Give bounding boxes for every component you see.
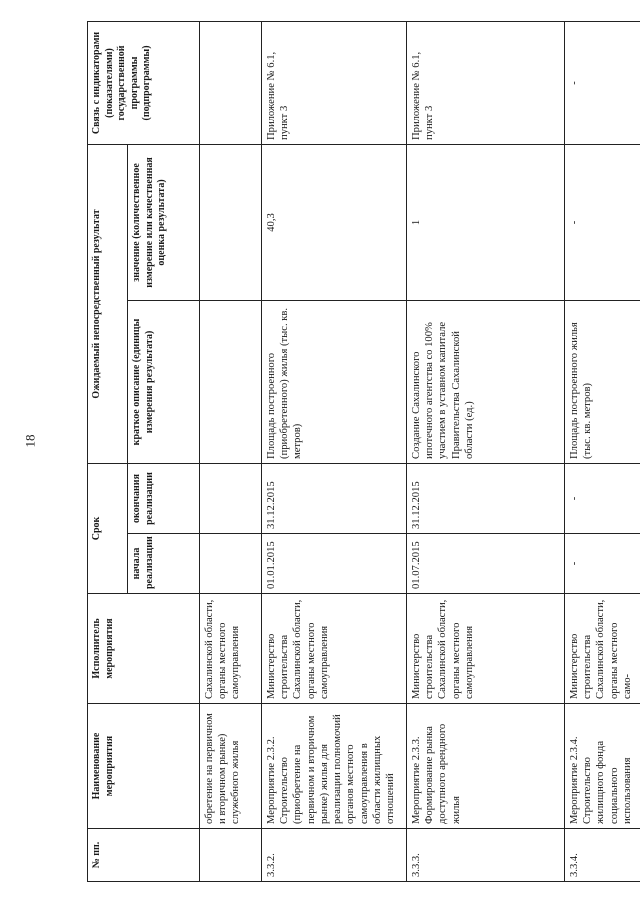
cell-num: 3.3.4.	[565, 829, 640, 882]
cell-name: Мероприятие 2.3.3. Формирование рынка доступного арендного жилья	[407, 704, 565, 829]
cell-name: Мероприятие 2.3.2. Строительство (приобретение на первичном и вторичном рынке) жилья для реализации полномочий органов местного самоуправления в области жилищных отношений	[262, 704, 407, 829]
cell-executor: Сахалинской области, органы местного самоуправления	[200, 594, 262, 704]
table-row	[565, 21, 640, 881]
header-result: Ожидаемый непосредственный результат	[88, 144, 128, 463]
cell-value: 1	[407, 144, 565, 300]
cell-start	[200, 534, 262, 594]
table-row	[262, 21, 407, 881]
cell-end	[200, 463, 262, 533]
header-num: № пп.	[88, 829, 200, 882]
cell-link	[200, 21, 262, 144]
cell-executor: Министерство строительства Сахалинской области, органы местного самоуправления	[262, 594, 407, 704]
page-number: 18	[22, 434, 38, 448]
cell-executor: Министерство строительства Сахалинской области, органы местного самоуправления	[407, 594, 565, 704]
cell-link: Приложение № 6.1, пункт 3	[262, 21, 407, 144]
cell-value	[200, 144, 262, 300]
header-term-start: начала реализации	[128, 534, 200, 594]
program-table	[87, 21, 640, 882]
cell-end: -	[565, 463, 640, 533]
cell-num: 3.3.2.	[262, 829, 407, 882]
cell-desc: Создание Сахалинского ипотечного агентства со 100% участием в уставном капитале Правительства Сахалинской области (ед.)	[407, 300, 565, 463]
header-result-value: значение (количественное измерение или качественная оценка результата)	[128, 144, 200, 300]
header-row-1	[88, 21, 128, 881]
cell-name: обретение на первичном и вторичном рынке) служебного жилья	[200, 704, 262, 829]
cell-link: -	[565, 21, 640, 144]
rotated-table-container	[87, 22, 640, 882]
header-term: Срок	[88, 463, 128, 593]
cell-name: Мероприятие 2.3.4. Строительство жилищного фонда социального использования	[565, 704, 640, 829]
cell-num	[200, 829, 262, 882]
header-link: Связь с индикаторами (показателями) государственной программы (подпрограммы)	[88, 21, 200, 144]
table-row	[200, 21, 262, 881]
cell-executor: Министерство строительства Сахалинской области, органы местного само-	[565, 594, 640, 704]
cell-num: 3.3.3.	[407, 829, 565, 882]
cell-desc	[200, 300, 262, 463]
table-row	[407, 21, 565, 881]
cell-desc: Площадь построенного жилья (тыс. кв. метров)	[565, 300, 640, 463]
cell-value: -	[565, 144, 640, 300]
header-executor: Исполнитель мероприятия	[88, 594, 200, 704]
header-name: Наименование мероприятия	[88, 704, 200, 829]
cell-value: 40,3	[262, 144, 407, 300]
cell-start: -	[565, 534, 640, 594]
cell-end: 31.12.2015	[407, 463, 565, 533]
header-result-desc: краткое описание (единицы измерения результата)	[128, 300, 200, 463]
cell-start: 01.07.2015	[407, 534, 565, 594]
cell-end: 31.12.2015	[262, 463, 407, 533]
cell-desc: Площадь построенного (приобретенного) жилья (тыс. кв. метров)	[262, 300, 407, 463]
header-term-end: окончания реализации	[128, 463, 200, 533]
cell-start: 01.01.2015	[262, 534, 407, 594]
cell-link: Приложение № 6.1, пункт 3	[407, 21, 565, 144]
